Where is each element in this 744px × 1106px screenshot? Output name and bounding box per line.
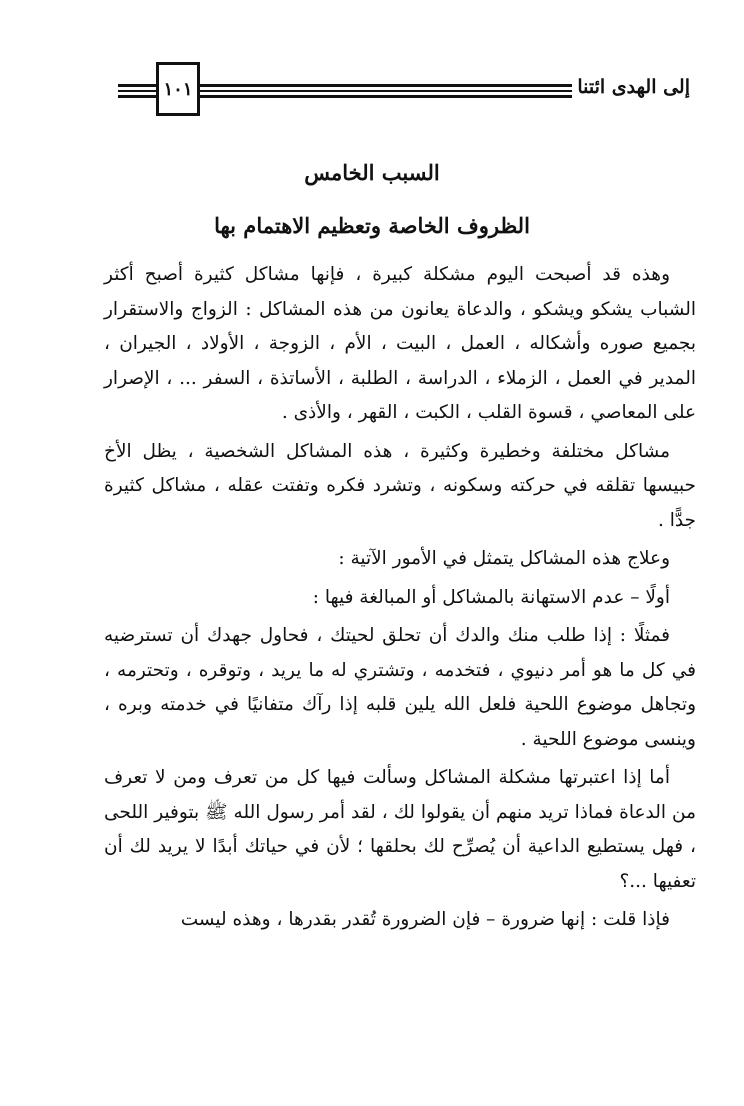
paragraph: وعلاج هذه المشاكل يتمثل في الأمور الآتية : <box>338 548 670 569</box>
header-rule <box>200 95 572 98</box>
paragraph: مشاكل مختلفة وخطيرة وكثيرة ، هذه المشاكل الشخصية ، يظل الأخ حبيسها تقلقه في حركته وسكونه ، وتشرد فكره وتفتت عقله ، مشاكل كثيرة جدًّا . <box>104 440 696 531</box>
header-rule <box>118 95 156 98</box>
paragraph: أولًا – عدم الاستهانة بالمشاكل أو المبالغة فيها : <box>312 586 670 608</box>
header-rule <box>200 90 572 92</box>
section-title: السبب الخامس <box>304 160 440 185</box>
body-text <box>104 258 696 942</box>
paragraph: وهذه قد أصبحت اليوم مشكلة كبيرة ، فإنها مشاكل كثيرة أصبح أكثر الشباب يشكو ويشكو ، والدعاة يعانون من هذه المشاكل : الزواج والاستقرار بجميع صوره وأشكاله ، العمل ، البيت ، الأم ، الزوجة ، الأولاد ، الجيران ، المدير في العمل ، الزملاء ، الدراسة ، الطلبة ، الأساتذة ، السفر ... ، الإصرار على المعاصي ، قسوة القلب ، الكبت ، القهر ، والأذى . <box>104 264 696 423</box>
paragraph: فمثلًا : إذا طلب منك والدك أن تحلق لحيتك ، فحاول جهدك أن تسترضيه في كل ما هو أمر دنيوي ، فتخدمه ، وتشتري له ما يريد ، وتوقره ، وتحترمه ، وتجاهل موضوع اللحية فلعل الله يلين قلبه إذا رآك متفانيًا في خدمته وبره ، وينسى موضوع اللحية . <box>104 625 696 750</box>
page-header <box>118 62 690 118</box>
header-rule <box>200 84 572 87</box>
paragraph: فإذا قلت : إنها ضرورة – فإن الضرورة تُقدر بقدرها ، وهذه ليست <box>180 909 670 930</box>
page-number: ١٠١ <box>156 62 200 116</box>
book-title: إلى الهدى ائتنا <box>577 76 690 98</box>
header-rule <box>118 84 156 87</box>
section-subtitle: الظروف الخاصة وتعظيم الاهتمام بها <box>214 213 530 238</box>
header-rule <box>118 90 156 92</box>
paragraph: أما إذا اعتبرتها مشكلة المشاكل وسألت فيها كل من تعرف ومن لا تعرف من الدعاة فماذا تريد منهم أن يقولوا لك ، لقد أمر رسول الله ﷺ بتوفير اللحى ، فهل يستطيع الداعية أن يُصرِّح لك بحلقها ؛ لأن في حياتك أبدًا لا يريد لك أن تعفيها ...؟ <box>104 767 696 892</box>
